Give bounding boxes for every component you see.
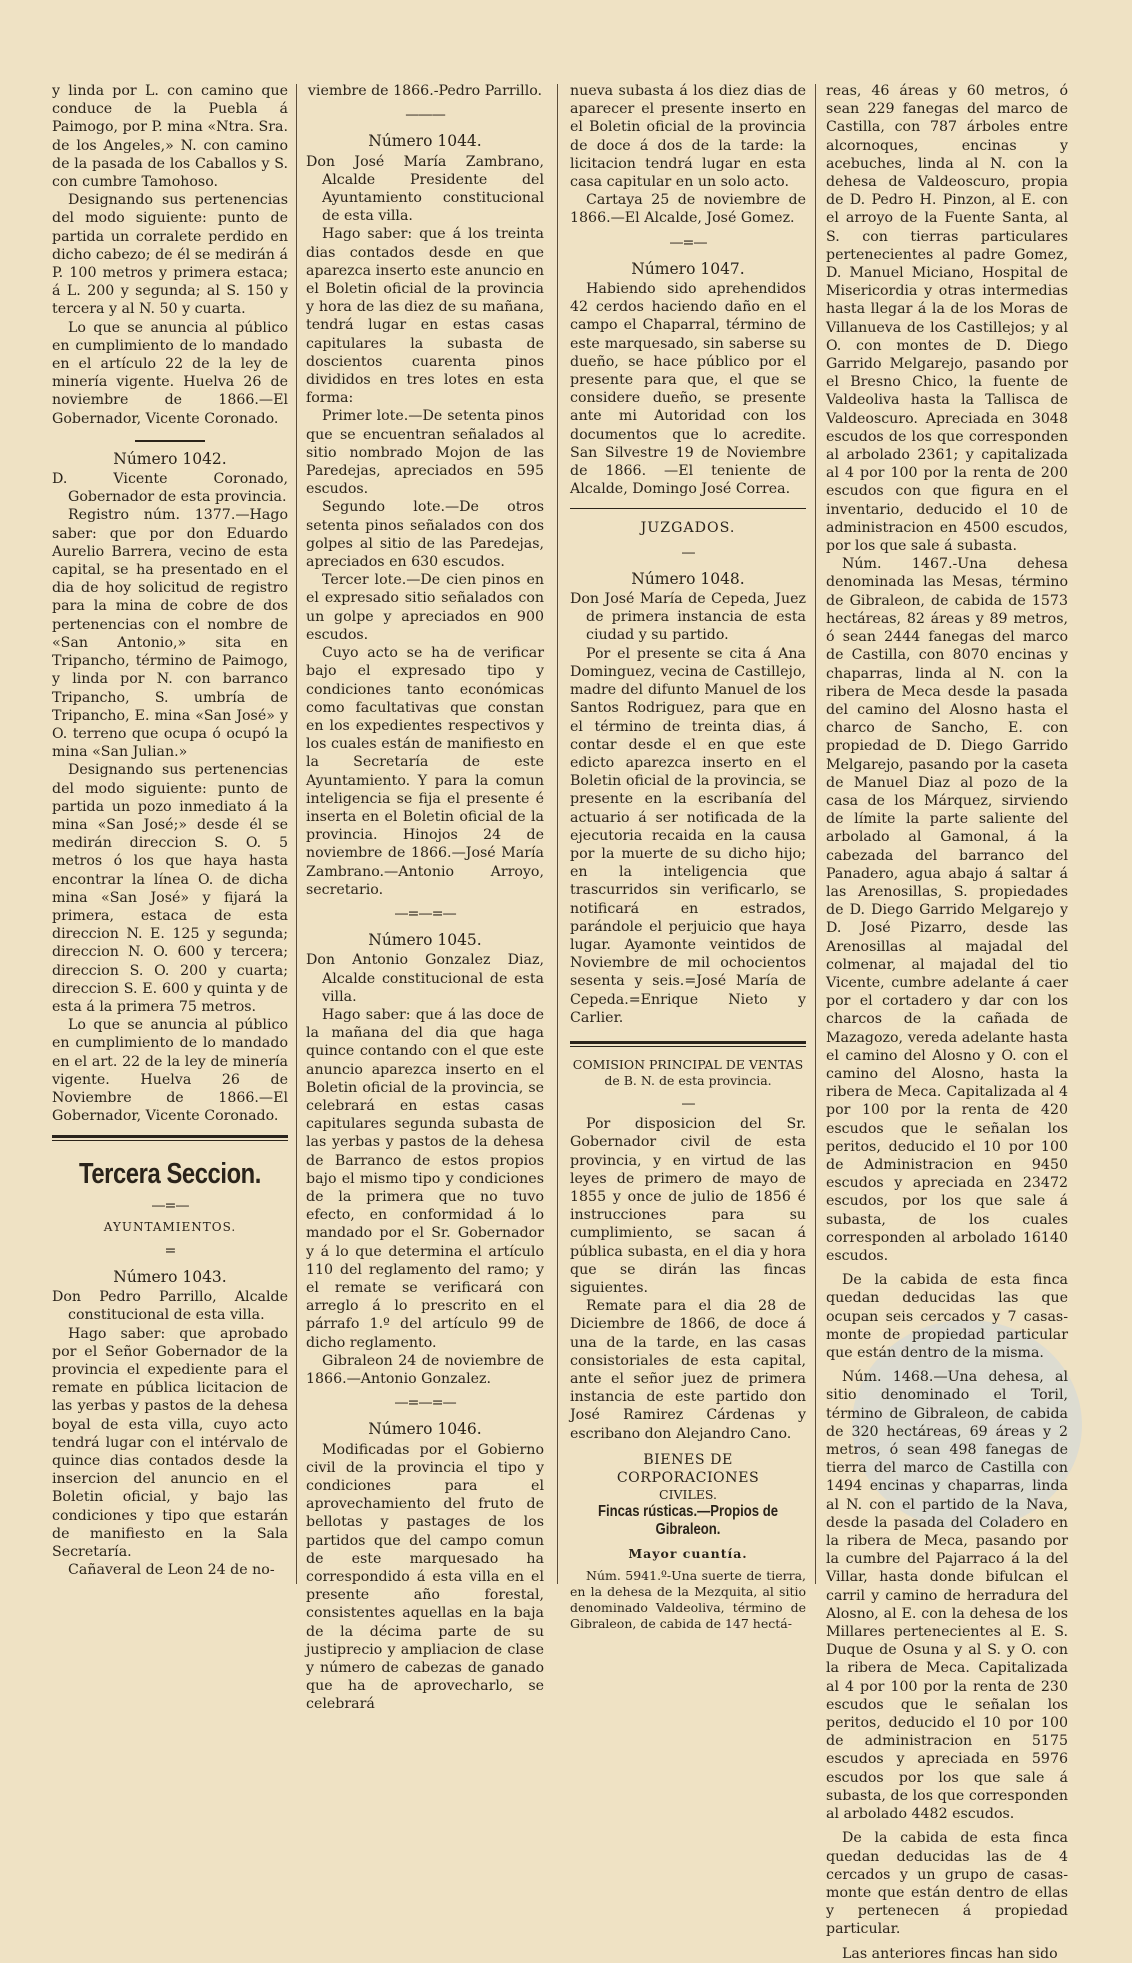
- notice-number: Número 1043.: [113, 1267, 227, 1286]
- column-divider: [557, 84, 558, 1584]
- separator: [135, 440, 205, 442]
- column-2: [306, 82, 544, 1713]
- notice-heading: D. Vicente Coronado, Gobernador de esta provincia.: [52, 471, 288, 506]
- paragraph: nueva subasta á los diez dias de aparecer el presente inserto en el Boletin oficial de la provincia de doce á dos de la tarde: la licitacion tendrá lugar en esta casa capitular en un solo acto.: [570, 83, 806, 191]
- category-subtitle: CIVILES.: [659, 1487, 717, 1503]
- paragraph: Hago saber: que á los treinta dias contados desde en que aparezca inserto este anuncio en el Boletin oficial de la provincia y hora de las diez de su mañana, tendrá lugar en estas casas capitulares la subasta de doscientos cuarenta pinos divididos en tres lotes en esta forma:: [306, 226, 544, 407]
- notice-heading: Don José María Zambrano, Alcalde Presidente del Ayuntamiento constitucional de esta villa.: [306, 153, 544, 225]
- notice-heading: Don Antonio Gonzalez Diaz, Alcalde constitucional de esta villa.: [306, 952, 544, 1005]
- notice-heading: Don José María de Cepeda, Juez de primera instancia de esta ciudad y su partido.: [570, 591, 806, 644]
- paragraph: Designando sus pertenencias del modo siguiente: punto de partida un corralete perdido en dicho cabezo; de él se medirán á P. 100 metros y primera estaca; á L. 200 y segunda; al S. 150 y tercera y al N. 50 y cuarta.: [52, 192, 288, 318]
- paragraph: Gibraleon 24 de noviembre de 1866.—Antonio Gonzalez.: [306, 1352, 544, 1388]
- separator: —=—=—: [394, 905, 456, 922]
- subsection-title: AYUNTAMIENTOS.: [103, 1219, 237, 1234]
- column-divider: [296, 84, 297, 1584]
- paragraph: Hago saber: que aprobado por el Señor Gobernador de la provincia el expediente para el remate en pública licitacion de las yerbas y pastos de la dehesa boyal de esta villa, cuyo acto tendrá lugar con el intérvalo de quince dias contados desde la insercion del anuncio en el Boletin oficial, y bajo las condiciones y tipo que estarán de manifiesto en la Sala Secretaría.: [52, 1325, 288, 1561]
- separator: —=—=—: [394, 1395, 456, 1412]
- separator: ———: [405, 107, 445, 124]
- section-rule: [570, 1041, 806, 1047]
- separator: —: [681, 1095, 695, 1112]
- column-divider: [815, 84, 816, 1584]
- notice-number: Número 1042.: [113, 449, 227, 468]
- notice-number: Número 1045.: [368, 931, 482, 950]
- paragraph: Modificadas por el Gobierno civil de la provincia el tipo y condiciones para el aprovechamiento del fruto de bellotas y pastages de los partidos que del campo comun de este marquesado ha correspondido á esta villa en el presente año forestal, consistentes aquellas en la baja de la décima parte de su justiprecio y ampliacion de clase y número de cabezas de ganado que ha de aprovecharlo, se celebrará: [306, 1441, 544, 1713]
- paragraph: Registro núm. 1377.—Hago saber: que por don Eduardo Aurelio Barrera, vecino de esta capital, se ha presentado en el dia de hoy solicitud de registro para la mina de cobre de dos pertenencias con el nombre de «San Antonio,» sita en Tripancho, término de Paimogo, y linda por N. con barranco Tripancho, S. umbría de Tripancho, E. mina «San José» y O. terreno que ocupa ó ocupó la mina «San Julian.»: [52, 507, 288, 761]
- paragraph: De la cabida de esta finca quedan deducidas las que ocupan seis cercados y 7 casas-monte de propiedad particular que están dentro de la misma.: [826, 1272, 1068, 1362]
- notice-number: Número 1048.: [631, 569, 745, 588]
- paragraph: Por disposicion del Sr. Gobernador civil de esta provincia, y en virtud de las leyes de primero de mayo de 1855 y once de julio de 1856 é instrucciones para su cumplimiento, se sacan á pública subasta, en el dia y hora que se dirán las fincas siguientes.: [570, 1116, 806, 1296]
- column-4: [826, 82, 1068, 1962]
- separator: —=—: [151, 1198, 189, 1215]
- paragraph: Cañaveral de Leon 24 de no-: [68, 1562, 275, 1579]
- paragraph: Lo que se anuncia al público en cumplimiento de lo mandado en el artículo 22 de la ley de minería vigente. Huelva 26 de noviembre de 1866.—El Gobernador, Vicente Coronado.: [52, 319, 288, 427]
- paragraph: Lo que se anuncia al público en cumplimiento de lo mandado en el art. 22 de la ley de minería vigente. Huelva 26 de Noviembre de 1866.—El Gobernador, Vicente Coronado.: [52, 1017, 288, 1125]
- paragraph: Segundo lote.—De otros setenta pinos señalados con dos golpes al sitio de las Paredejas, apreciados en 630 escudos.: [306, 499, 544, 571]
- paragraph: y linda por L. con camino que conduce de la Puebla á Paimogo, por P. mina «Ntra. Sra. de los Angeles,» N. con camino de la pasada de los Caballos y S. con cumbre Tamohoso.: [52, 83, 288, 191]
- paragraph: Tercer lote.—De cien pinos en el expresado sitio señalados con un golpe y apreciados en 900 escudos.: [306, 572, 544, 643]
- paragraph: viembre de 1866.-Pedro Parrillo.: [307, 83, 543, 99]
- notice-number: Número 1044.: [368, 132, 482, 151]
- paragraph: Núm. 1467.-Una dehesa denominada las Mesas, término de Gibraleon, de cabida de 1573 hectáreas, 82 áreas y 89 metros, ó sean 2444 fanegas del marco de Castilla, con 8070 encinas y chaparras, linda al N. con la ribera de Meca desde la pasada del camino del Alosno hasta el charco de Sancho, E. con propiedad de D. Diego Garrido Melgarejo, pasando por la caseta de Manuel Diaz al pozo de la casa de los Márquez, sirviendo de límite la parte saliente del arbolado al Gamonal, á la cabezada del barranco del Panadero, agua abajo á saltar á las Arenosillas, S. propiedades de D. Diego Garrido Melgarejo y D. José Pizarro, desde las Arenosillas al majadal del colmenar, al majadal del tio Vicente, cumbre adelante á caer por el cortadero y dar con los charcos de la cañada de Mazagozo, vereda adelante hasta el camino del Alosno y O. con el camino del Alosno, hasta la ribera de Meca. Capitalizada al 4 por 100 por la renta de 420 escudos que le señalan los peritos, deducido el 10 por 100 de Administracion en 9450 escudos y apreciada en 23472 escudos, por los que sale á subasta, de los cuales corresponden al arbolado 16140 escudos.: [826, 556, 1068, 1264]
- separator: —=—: [669, 234, 707, 251]
- subsection-title: JUZGADOS.: [640, 520, 736, 537]
- paragraph: Remate para el dia 28 de Diciembre de 1866, de doce á una de la tarde, en las casas consistoriales de esta capital, ante el señor juez de primera instancia de este partido don José Ramirez Cárdenas y escribano don Alejandro Cano.: [570, 1298, 806, 1442]
- separator: =: [164, 1242, 176, 1259]
- paragraph: Núm. 5941.º-Una suerte de tierra, en la dehesa de la Mezquita, al sitio denominado Valdeoliva, término de Gibraleon, de cabida de 147 hectá-: [570, 1567, 806, 1631]
- subsection-title: COMISION PRINCIPAL DE VENTAS de B. N. de esta provincia.: [572, 1056, 804, 1088]
- section-rule: [52, 1135, 288, 1141]
- paragraph: Cuyo acto se ha de verificar bajo el expresado tipo y condiciones tanto económicas como facultativas que constan en los expedientes respectivos y los cuales están de manifiesto en la Secretaría de este Ayuntamiento. Y para la comun inteligencia se fija el presente é inserta en el Boletin oficial de la provincia. Hinojos 24 de noviembre de 1866.—José María Zambrano.—Antonio Arroyo, secretario.: [306, 645, 544, 898]
- category-title: BIENES DE CORPORACIONES: [616, 1451, 760, 1487]
- paragraph: Primer lote.—De setenta pinos que se encuentran señalados al sitio nombrado Mojon de las Paredejas, apreciados en 595 escudos.: [306, 408, 544, 498]
- paragraph: Designando sus pertenencias del modo siguiente: punto de partida un pozo inmediato á la mina «San José;» desde él se medirán direccion S. O. 5 metros ó los que haya hasta encontrar la línea O. de dicha mina «San José» y fijará la primera, estaca de esta direccion N. E. 125 y segunda; direccion N. O. 600 y tercera; direccion S. O. 200 y cuarta; direccion S. E. 600 y quinta y de esta á la primera 75 metros.: [52, 762, 288, 1015]
- separator: —: [681, 544, 695, 561]
- paragraph: Hago saber: que á las doce de la mañana del dia que haga quince contando con el que este anuncio aparezca inserto en el Boletin oficial de la provincia, se celebrará en estas casas capitulares segunda subasta de las yerbas y pastos de la dehesa de Barranco de estos propios bajo el mismo tipo y condiciones de la primera que no tuvo efecto, en conformidad á lo mandado por el Sr. Gobernador y á lo que determina el artículo 110 del reglamento del ramo; y el remate se verificará con arreglo á lo prescrito en el párrafo 1.º del artículo 99 de dicho reglamento.: [306, 1006, 544, 1351]
- column-3: [570, 82, 806, 1631]
- section-title: Tercera Seccion.: [78, 1158, 262, 1191]
- separator: [570, 508, 806, 509]
- paragraph: Por el presente se cita á Ana Dominguez, vecina de Castillejo, madre del difunto Manuel de los Santos Rodriguez, para que en el término de treinta dias, á contar desde el en que este edicto aparezca inserto en el Boletin oficial de la provincia, se presente en la escribanía del actuario á ser notificada de la ejecutoria recaida en la causa por la muerte de su dicho hijo; en la inteligencia que trascurridos sin verificarlo, se notificará en estrados, parándole el perjuicio que haya lugar. Ayamonte veintidos de Noviembre de mil ochocientos sesenta y seis.=José María de Cepeda.=Enrique Nieto y Carlier.: [570, 645, 806, 1026]
- paragraph: Habiendo sido aprehendidos 42 cerdos haciendo daño en el campo el Chaparral, término de este marquesado, sin saberse su dueño, se hace público por el presente para que, el que se considere dueño, se presente ante mi Autoridad con los documentos que lo acredite. San Silvestre 19 de Noviembre de 1866. —El teniente de Alcalde, Domingo José Correa.: [570, 281, 806, 498]
- notice-number: Número 1046.: [368, 1420, 482, 1439]
- category-heading: Mayor cuantía.: [628, 1545, 748, 1561]
- notice-number: Número 1047.: [631, 259, 745, 278]
- paragraph: Las anteriores fincas han sido: [842, 1945, 1058, 1962]
- category-heading: Fincas rústicas.—Propios de Gibraleon.: [597, 1503, 779, 1539]
- paragraph: Núm. 1468.—Una dehesa, al sitio denominado el Toril, término de Gibraleon, de cabida de 320 hectáreas, 69 áreas y 2 metros, ó sean 498 fanegas de tierra del marco de Castilla con 1494 encinas y chaparras, linda al N. con el partido de la Nava, desde la pasada del Coladero en la ribera de Meca, pasando por la cumbre del Pajarraco á la del Villar, hasta donde bifulcan el carril y camino de herradura del Alosno, al E. con la dehesa de los Millares pertenecientes al E. S. Duque de Osuna y al S. y O. con la ribera de Meca. Capitalizada al 4 por 100 por la renta de 230 escudos que le señalan los peritos, deducido el 10 por 100 de administracion en 5175 escudos y apreciada en 5976 escudos por los que sale á subasta, de los que corresponden al arbolado 4482 escudos.: [826, 1369, 1068, 1823]
- paragraph: Cartaya 25 de noviembre de 1866.—El Alcalde, José Gomez.: [570, 192, 806, 227]
- paragraph: reas, 46 áreas y 60 metros, ó sean 229 fanegas del marco de Castilla, con 787 árboles entre alcornoques, encinas y acebuches, linda al N. con la dehesa de Valdeoscuro, propia de D. Pedro H. Pinzon, al E. con el arroyo de la Fuente Santa, al S. con tierras particulares pertenecientes al padre Gomez, D. Manuel Miciano, Hospital de Misericordia y otras intermedias hasta llegar á la de los Moras de Villanueva de los Castillejos; y al O. con montes de D. Diego Garrido Melgarejo, pasando por el Bresno Chico, la fuente de Valdeoliva hasta la Tallisca de Valdeoscuro. Apreciada en 3048 escudos de los que corresponden al arbolado 2361; y capitalizada al 4 por 100 por la renta de 200 escudos con que figura en el inventario, deducido el 10 de administracion en 4500 escudos, por los que sale á subasta.: [826, 83, 1068, 555]
- column-1: [52, 82, 288, 1582]
- notice-heading: Don Pedro Parrillo, Alcalde constitucional de esta villa.: [52, 1289, 288, 1324]
- paragraph: De la cabida de esta finca quedan deducidas las de 4 cercados y un grupo de casas-monte que están dentro de ellas y pertenecen á propiedad particular.: [826, 1830, 1068, 1938]
